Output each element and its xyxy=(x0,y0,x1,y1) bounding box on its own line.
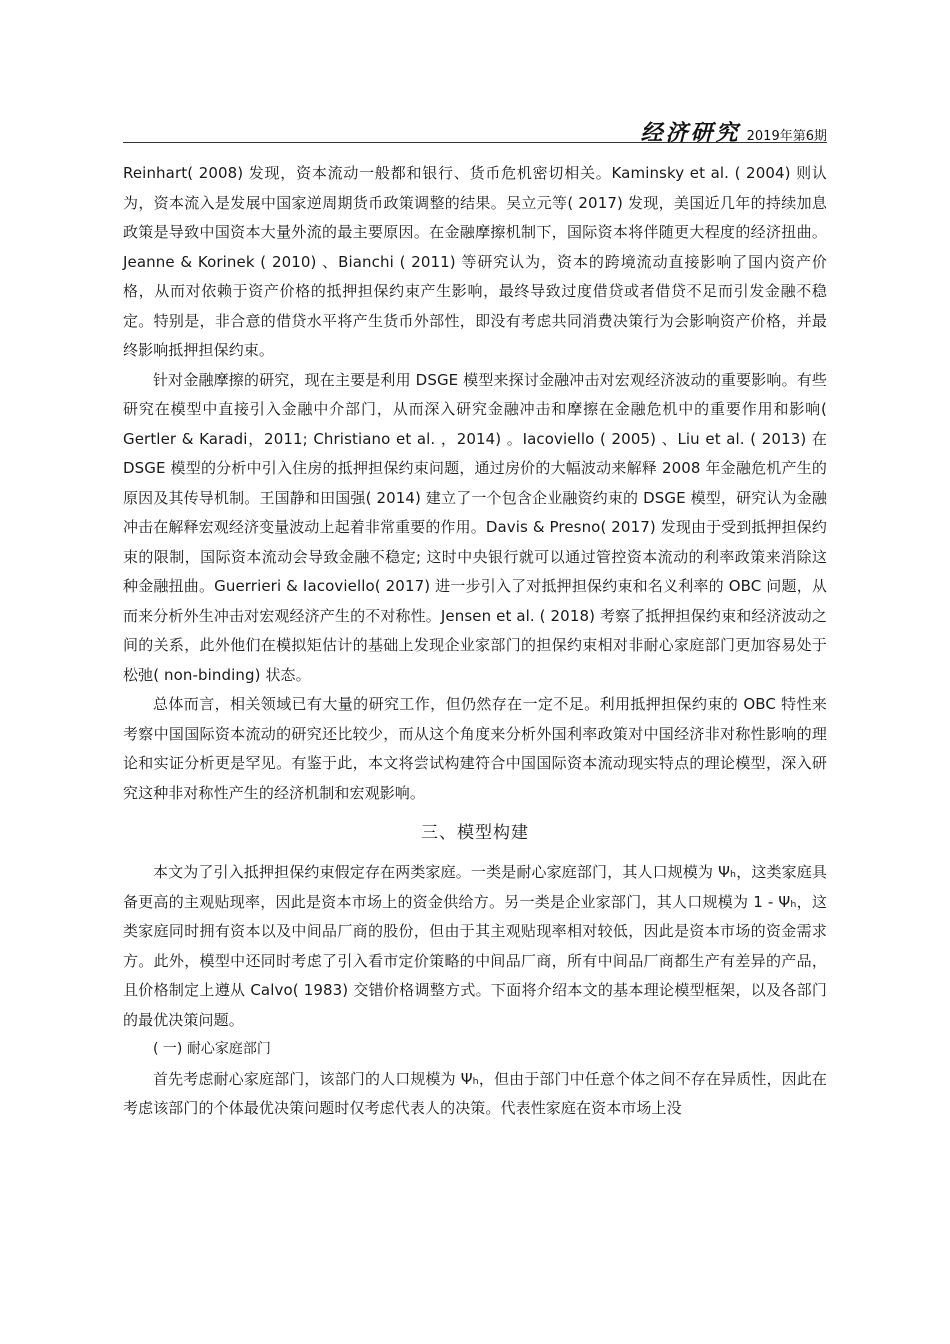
journal-issue: 2019年第6期 xyxy=(746,129,827,144)
sub-heading: ( 一) 耐心家庭部门 xyxy=(153,1041,271,1057)
paragraph-4: 本文为了引入抵押担保约束假定存在两类家庭。一类是耐心家庭部门，其人口规模为 Ψₕ，这类家庭具备更高的主观贴现率，因此是资本市场上的资金供给方。另一类是企业家部门，其人口规模为 1 - Ψₕ，这类家庭同时拥有资本以及中间品厂商的股份，但由于其主观贴现率相对较低，因此是资本市场的资金需求方。此外，模型中还同时考虑了引入看市定价策略的中间品厂商，所有中间品厂商都生产有差异的产品，且价格制定上遵从 Calvo( 1983) 交错价格调整方式。下面将介绍本文的基本理论模型框架，以及各部门的最优决策问题。 xyxy=(123,863,827,1029)
paragraph-5: 首先考虑耐心家庭部门，该部门的人口规模为 Ψₕ，但由于部门中任意个体之间不存在异质性，因此在考虑该部门的个体最优决策问题时仅考虑代表人的决策。代表性家庭在资本市场上没 xyxy=(123,1069,827,1117)
paragraph-3: 总体而言，相关领域已有大量的研究工作，但仍然存在一定不足。利用抵押担保约束的 OBC 特性来考察中国国际资本流动的研究还比较少，而从这个角度来分析外国利率政策对中国经济非对称性影响的理论和实证分析更是罕见。有鉴于此，本文将尝试构建符合中国国际资本流动现实特点的理论模型，深入研究这种非对称性产生的经济机制和宏观影响。 xyxy=(123,695,827,802)
paragraph-1: Reinhart( 2008) 发现，资本流动一般都和银行、货币危机密切相关。Kaminsky et al. ( 2004) 则认为，资本流入是发展中国家逆周期货币政策调整的结果。吴立元等( 2017) 发现，美国近几年的持续加息政策是导致中国资本大量外流的最主要原因。在金融摩擦机制下，国际资本将伴随更大程度的经济扭曲。Jeanne & Korinek ( 2010) 、Bianchi ( 2011) 等研究认为，资本的跨境流动直接影响了国内资产价格，从而对依赖于资产价格的抵押担保约束产生影响，最终导致过度借贷或者借贷不足而引发金融不稳定。特别是，非合意的借贷水平将产生货币外部性，即没有考虑共同消费决策行为会影响资产价格，并最终影响抵押担保约束。 xyxy=(123,164,827,359)
page-header xyxy=(123,112,827,146)
journal-name: 经济研究 xyxy=(640,120,741,146)
section-title: 三、模型构建 xyxy=(421,823,529,843)
paragraph-2: 针对金融摩擦的研究，现在主要是利用 DSGE 模型来探讨金融冲击对宏观经济波动的重要影响。有些研究在模型中直接引入金融中介部门，从而深入研究金融冲击和摩擦在金融危机中的重要作用和影响( Gertler & Karadi，2011; Christiano et al. ，2014) 。Iacoviello ( 2005) 、Liu et al. ( 2013) 在 DSGE 模型的分析中引入住房的抵押担保约束问题，通过房价的大幅波动来解释 2008 年金融危机产生的原因及其传导机制。王国静和田国强( 2014) 建立了一个包含企业融资约束的 DSGE 模型，研究认为金融冲击在解释宏观经济变量波动上起着非常重要的作用。Davis & Presno( 2017) 发现由于受到抵押担保约束的限制，国际资本流动会导致金融不稳定; 这时中央银行就可以通过管控资本流动的利率政策来消除这种金融扭曲。Guerrieri & Iacoviello( 2017) 进一步引入了对抵押担保约束和名义利率的 OBC 问题，从而来分析外生冲击对宏观经济产生的不对称性。Jensen et al. ( 2018) 考察了抵押担保约束和经济波动之间的关系，此外他们在模拟矩估计的基础上发现企业家部门的担保约束相对非耐心家庭部门更加容易处于松弛( non-binding) 状态。 xyxy=(123,370,827,684)
article-body xyxy=(123,159,827,1124)
journal-info xyxy=(641,116,827,147)
